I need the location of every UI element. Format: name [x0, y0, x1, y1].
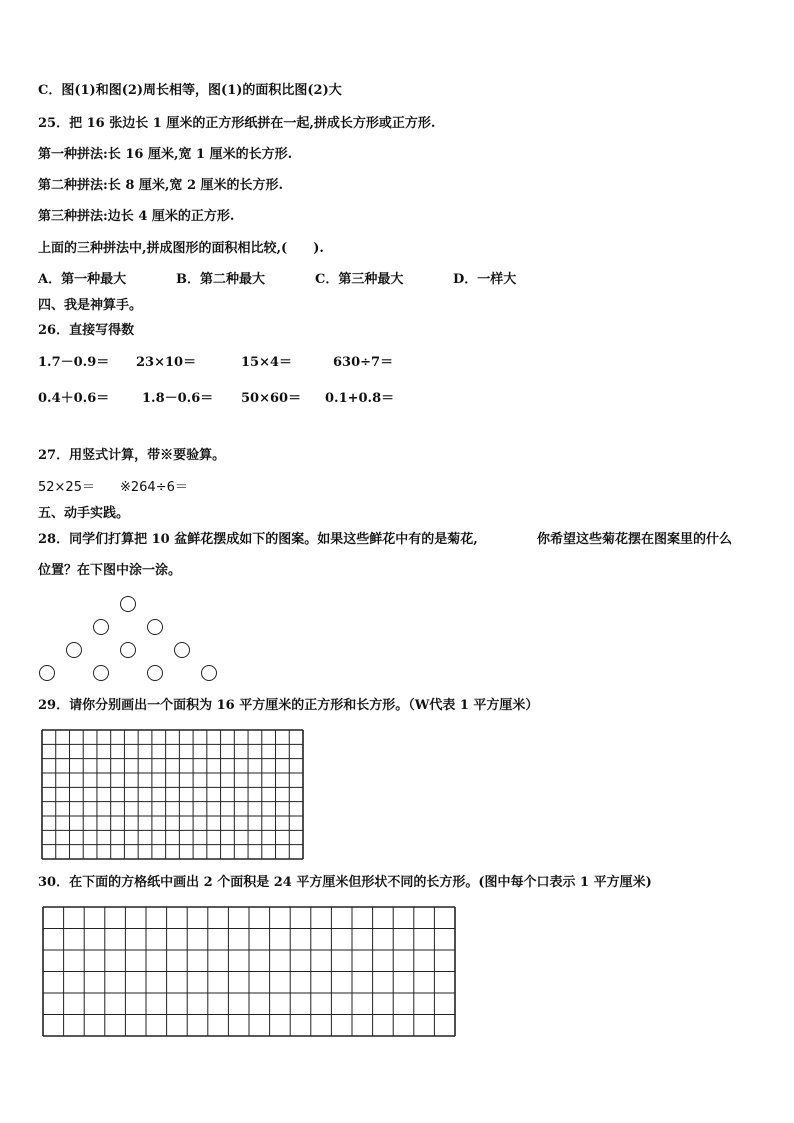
q25-option-b[interactable]: B．第二种最大 [176, 272, 265, 287]
flower-pot-circle[interactable] [120, 596, 136, 612]
flower-pot-circle[interactable] [93, 619, 109, 635]
q28-stem-part1: 28．同学们打算把 10 盆鲜花摆成如下的图案。如果这些鲜花中有的是菊花, [38, 532, 478, 547]
q25-way-1: 第一种拼法:长 16 厘米,宽 1 厘米的长方形. [38, 147, 293, 162]
q27-item: 52×25＝ [38, 480, 95, 495]
flower-pot-circle[interactable] [120, 642, 136, 658]
q25-option-a[interactable]: A．第一种最大 [38, 272, 127, 287]
q26-item: 0.1+0.8＝ [325, 391, 395, 406]
flower-pot-circle[interactable] [174, 642, 190, 658]
q26-item: 15×4＝ [241, 355, 293, 370]
q26-stem: 26．直接写得数 [38, 323, 135, 338]
q27-stem: 27．用竖式计算，带※要验算。 [38, 448, 226, 463]
q26-item: 1.8－0.6＝ [142, 391, 214, 406]
q26-item: 1.7－0.9＝ [38, 355, 110, 370]
q24-option-c: C．图(1)和图(2)周长相等，图(1)的面积比图(2)大 [38, 83, 342, 98]
grid-paper-q29[interactable] [41, 729, 304, 860]
q25-way-3: 第三种拼法:边长 4 厘米的正方形. [38, 209, 235, 224]
q27-item: ※264÷6＝ [120, 480, 188, 495]
section-5-heading: 五、动手实践。 [38, 506, 130, 521]
q25-option-d[interactable]: D．一样大 [453, 272, 517, 287]
flower-pot-circle[interactable] [66, 642, 82, 658]
q25-way-2: 第二种拼法:长 8 厘米,宽 2 厘米的长方形. [38, 178, 284, 193]
flower-pot-circle[interactable] [39, 665, 55, 681]
q28-stem-line2: 位置？在下图中涂一涂。 [38, 563, 182, 578]
flower-pot-circle[interactable] [147, 619, 163, 635]
section-4-heading: 四、我是神算手。 [38, 298, 143, 313]
q26-item: 23×10＝ [136, 355, 197, 370]
flower-pot-circle[interactable] [147, 665, 163, 681]
q26-item: 50×60＝ [241, 391, 302, 406]
q26-item: 0.4＋0.6＝ [38, 391, 110, 406]
q26-item: 630÷7＝ [333, 355, 394, 370]
q25-option-c[interactable]: C．第三种最大 [315, 272, 404, 287]
grid-paper-q30[interactable] [42, 906, 456, 1037]
q29-stem: 29．请你分别画出一个面积为 16 平方厘米的正方形和长方形。（W代表 1 平方厘米） [38, 698, 539, 713]
q28-stem-part2: 你希望这些菊花摆在图案里的什么 [537, 532, 733, 547]
q25-stem: 25．把 16 张边长 1 厘米的正方形纸拼在一起,拼成长方形或正方形. [38, 116, 436, 131]
q25-question: 上面的三种拼法中,拼成图形的面积相比较,( ). [38, 241, 324, 256]
flower-pot-circle[interactable] [93, 665, 109, 681]
flower-pot-circle[interactable] [201, 665, 217, 681]
q30-stem: 30．在下面的方格纸中画出 2 个面积是 24 平方厘米但形状不同的长方形。(图中每个口表示 1 平方厘米) [38, 875, 652, 890]
